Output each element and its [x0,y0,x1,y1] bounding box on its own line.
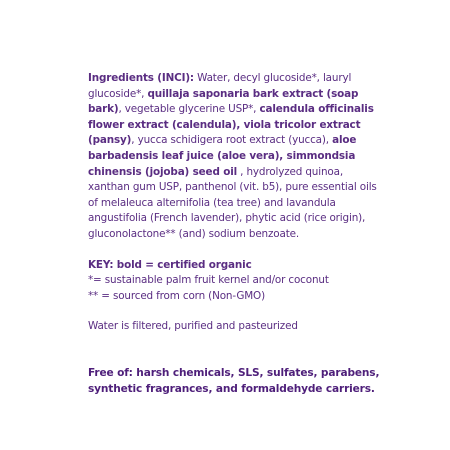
ingredient-segment: , vegetable glycerine USP*, [118,103,260,116]
key-title: KEY: bold = certified organic [88,258,252,271]
ingredient-segment: , hydrolyzed quinoa, xanthan gum USP, panthenol (vit. b5), pure essential oils of melaleuca alternifolia (tea tree) and lavandula angustifolia (French lavender), phytic acid (rice origin), gluconolactone** (and) sodium benzoate. [88,165,377,240]
ingredients-label: Ingredients (INCI): [88,72,194,84]
ingredient-segment-organic: aloe barbadensis leaf juice (aloe vera), simmondsia chinensis (jojoba) seed oil [88,134,357,178]
free-of-statement: Free of: harsh chemicals, SLS, sulfates, parabens, synthetic fragrances, and formaldehyde carriers. [88,366,380,395]
ingredients-paragraph [88,71,378,243]
ingredient-segment-organic: calendula officinalis flower extract (calendula), viola tricolor extract (pansy) [88,103,374,147]
ingredient-segment-organic: quillaja saponaria bark extract (soap bark) [88,87,359,116]
ingredients-panel [88,71,378,397]
ingredient-segment: Water, decyl glucoside*, lauryl glucoside*, [88,72,352,100]
spacer [88,335,378,366]
spacer [88,304,378,319]
key-note-palm: *= sustainable palm fruit kernel and/or coconut [88,274,329,287]
spacer [88,243,378,258]
key-note-corn: ** = sourced from corn (Non-GMO) [88,289,265,302]
ingredient-segment: , yucca schidigera root extract (yucca), [131,134,333,147]
water-note: Water is filtered, purified and pasteurized [88,320,298,333]
